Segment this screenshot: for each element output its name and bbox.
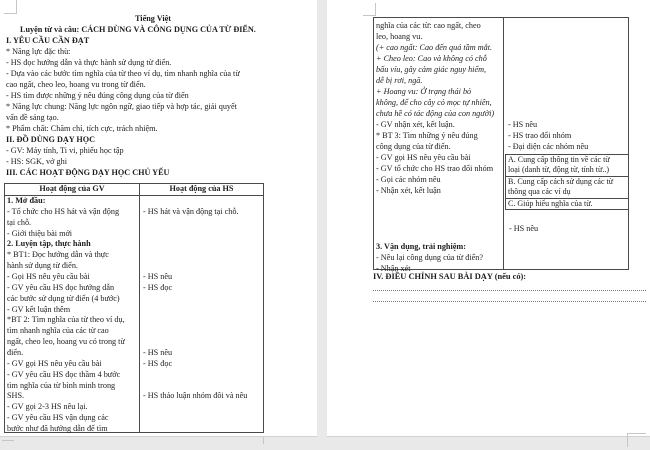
table-body (5, 196, 263, 433)
text-line: chưa hề có tác động của con người) (376, 109, 495, 118)
dotted-line (373, 285, 646, 291)
option-row-c (506, 199, 628, 209)
hs-column-header: Hoạt động của HS (139, 184, 263, 195)
text-line: - HS thảo luận nhóm đôi và nêu (143, 391, 248, 401)
text-line: 3. Vận dụng, trải nghiệm: (376, 242, 466, 251)
text-line: - HS trao đổi nhóm (508, 131, 572, 140)
text-line: * Năng lực chung: Năng lực ngôn ngữ, giao tiếp và hợp tác, giải quyết (6, 102, 237, 111)
crop-mark-page1-bottom (263, 437, 264, 444)
table-body-continued (374, 18, 628, 269)
text-line: - GV kết luận thêm (7, 304, 71, 314)
crop-mark-page1-top-left (4, 13, 16, 14)
option-row-a (506, 155, 628, 177)
text-line (143, 294, 263, 305)
text-line: B. Cung cấp cách sử dụng các từ (508, 176, 614, 186)
text-line (143, 315, 263, 326)
crop-mark-page2-bottom-right (627, 433, 628, 447)
text-line (143, 381, 263, 392)
text-line (143, 337, 263, 348)
text-line (508, 42, 628, 53)
text-line: hành sử dụng từ điển. (7, 261, 78, 271)
text-line: 1. Mở đầu: (7, 196, 46, 205)
text-line: (+ cao ngất: Cao đến quá tầm mắt. (376, 43, 493, 52)
text-line: * Phẩm chất: Chăm chỉ, tích cực, trách nhiệm. (6, 124, 158, 133)
text-line: - Nhận xét (376, 264, 411, 273)
options-table (505, 154, 629, 210)
text-line (143, 250, 263, 261)
text-line: tìm nhanh nghĩa của các từ cao (7, 326, 109, 336)
text-line (143, 218, 263, 229)
text-line: I. YÊU CẦU CẦN ĐẠT (6, 36, 90, 45)
text-line: công dụng của từ điển. (376, 142, 451, 151)
text-line: thông qua các ví dụ (508, 187, 571, 197)
text-line: nghĩa của các từ: cao ngất, cheo (376, 21, 481, 30)
text-line (143, 402, 263, 413)
text-line: - Gọi các nhóm nêu (376, 175, 441, 184)
dotted-line (373, 296, 646, 302)
gv-column-continued (374, 18, 503, 269)
text-line: * Năng lực đặc thù: (6, 47, 71, 56)
crop-mark-page2-top-left (375, 3, 376, 15)
text-line: bấu víu, gây cảm giác nguy hiểm, (376, 65, 487, 74)
text-line: - HS hát và vận động tại chỗ. (143, 206, 239, 216)
text-line: - GV gọi HS nêu yêu cầu bài (7, 358, 102, 368)
text-line: - Gọi HS nêu yêu cầu bài (7, 272, 90, 282)
text-line: Luyện từ và câu: CÁCH DÙNG VÀ CÔNG DỤNG CỦA TỪ ĐIỂN. (20, 25, 256, 34)
activities-table (4, 183, 264, 433)
page-2 (327, 0, 650, 437)
text-line: điển. (7, 348, 24, 358)
text-line: *BT 2: Tìm nghĩa của từ theo ví dụ, (7, 315, 125, 325)
text-line: - GV yêu cầu HS đọc thầm 4 bước (7, 369, 121, 379)
text-line: - Dựa vào các bước tìm nghĩa của từ theo ví dụ, tìm nhanh nghĩa của từ (6, 69, 240, 78)
text-line: cao ngất, cheo leo, hoang vu trong từ điển. (6, 80, 146, 89)
crop-mark-page2-bottom-right (627, 433, 646, 434)
text-line (143, 370, 263, 381)
text-line: loại (danh từ, động từ, tính từ..) (508, 165, 609, 175)
text-line (508, 75, 628, 86)
text-line: leo, hoang vu. (376, 32, 423, 41)
text-line: - HS đọc hướng dẫn và thực hành sử dụng từ điển. (6, 58, 172, 67)
text-line: 2. Luyện tập, thực hành (7, 239, 91, 249)
gv-section-3-block (376, 241, 502, 274)
section-iv-heading: IV. ĐIỀU CHỈNH SAU BÀI DẠY (nếu có): (373, 272, 527, 281)
text-line: * BT 3: Tìm những ý nêu đúng (376, 131, 478, 140)
text-line (143, 229, 263, 240)
text-line: + Hoang vu: Ở trạng thái bỏ (376, 87, 472, 96)
crop-mark-page2-top-left (363, 15, 376, 16)
crop-mark-page1-bottom (2, 440, 14, 441)
gv-column-header: Hoạt động của GV (39, 184, 105, 193)
text-line: - GV gọi HS nêu yêu cầu bài (376, 153, 471, 162)
text-line: - HS nêu (143, 348, 173, 358)
table-header-row (5, 184, 263, 196)
text-line: các bước sử dụng từ điển (4 bước) (7, 293, 120, 303)
text-line: - HS đọc (143, 358, 173, 368)
text-line: - GV yêu cầu HS đọc hướng dẫn (7, 282, 115, 292)
page-1 (0, 0, 317, 437)
activities-table-continued (373, 17, 629, 273)
text-line: - GV gọi 2-3 HS nêu lại. (7, 402, 88, 412)
text-line: Tiếng Việt (134, 14, 171, 23)
text-line: không, để cho cây cỏ mọc tự nhiên, (376, 98, 492, 107)
text-line (143, 424, 263, 433)
text-line (143, 239, 263, 250)
text-line: - Giới thiệu bài mới (7, 228, 73, 238)
option-row-b (506, 177, 628, 199)
text-line (143, 326, 263, 337)
text-line (508, 97, 628, 108)
text-line: * BT1: Đọc hướng dẫn và thực (7, 250, 109, 260)
text-line (143, 196, 263, 207)
text-line (143, 305, 263, 316)
text-line (508, 86, 628, 97)
text-line: - HS tìm được những ý nêu đúng công dụng của từ điển (6, 91, 189, 100)
text-line: - HS nêu (508, 120, 538, 129)
text-line: - Tổ chức cho HS hát và vận động (7, 206, 120, 216)
hs-note: - HS nêu (509, 224, 539, 233)
text-line: - HS: SGK, vở ghi (6, 157, 67, 166)
text-line: - HS đọc (143, 282, 173, 292)
text-line: - HS nêu (143, 272, 173, 282)
text-line (508, 108, 628, 119)
text-line: - GV yêu cầu HS vận dụng các (7, 413, 109, 423)
text-line: - GV nhận xét, kết luận. (376, 120, 455, 129)
text-line: - Nhận xét, kết luận (376, 186, 441, 195)
text-line: ngất, cheo leo, hoang vu có trong từ (7, 337, 125, 347)
text-line (143, 261, 263, 272)
text-line: C. Giúp hiểu nghĩa của từ. (508, 198, 593, 208)
crop-mark-page1-top-left (16, 0, 17, 14)
text-line (508, 31, 628, 42)
text-line (508, 53, 628, 64)
text-line: dễ bị rơi, ngã. (376, 76, 423, 85)
text-line: A. Cung cấp thông tin về các từ (508, 155, 610, 164)
text-line (508, 20, 628, 31)
text-line: tìm nghĩa của từ bình minh trong (7, 380, 116, 390)
text-line: SHS. (7, 391, 25, 401)
text-line: II. ĐỒ DÙNG DẠY HỌC (6, 135, 96, 144)
hs-column (139, 196, 263, 433)
text-line: - Nêu lại công dụng của từ điển? (376, 253, 483, 262)
text-line: - Đại diện các nhóm nêu (508, 142, 589, 151)
text-line: + Cheo leo: Cao và không có chỗ (376, 54, 487, 63)
text-line: tại chỗ. (7, 217, 32, 227)
text-line: - GV tổ chức cho HS trao đổi nhóm (376, 164, 494, 173)
text-line (143, 413, 263, 424)
text-line: - GV: Máy tính, Ti vi, phiếu học tập (6, 146, 124, 155)
text-line: bước như đã hướng dẫn để tìm (7, 424, 108, 433)
text-line (508, 64, 628, 75)
text-line: vấn đề sáng tạo. (6, 113, 59, 122)
text-line: III. CÁC HOẠT ĐỘNG DẠY HỌC CHỦ YẾU (6, 168, 170, 177)
intro-block (6, 13, 300, 178)
gv-column (5, 196, 139, 433)
